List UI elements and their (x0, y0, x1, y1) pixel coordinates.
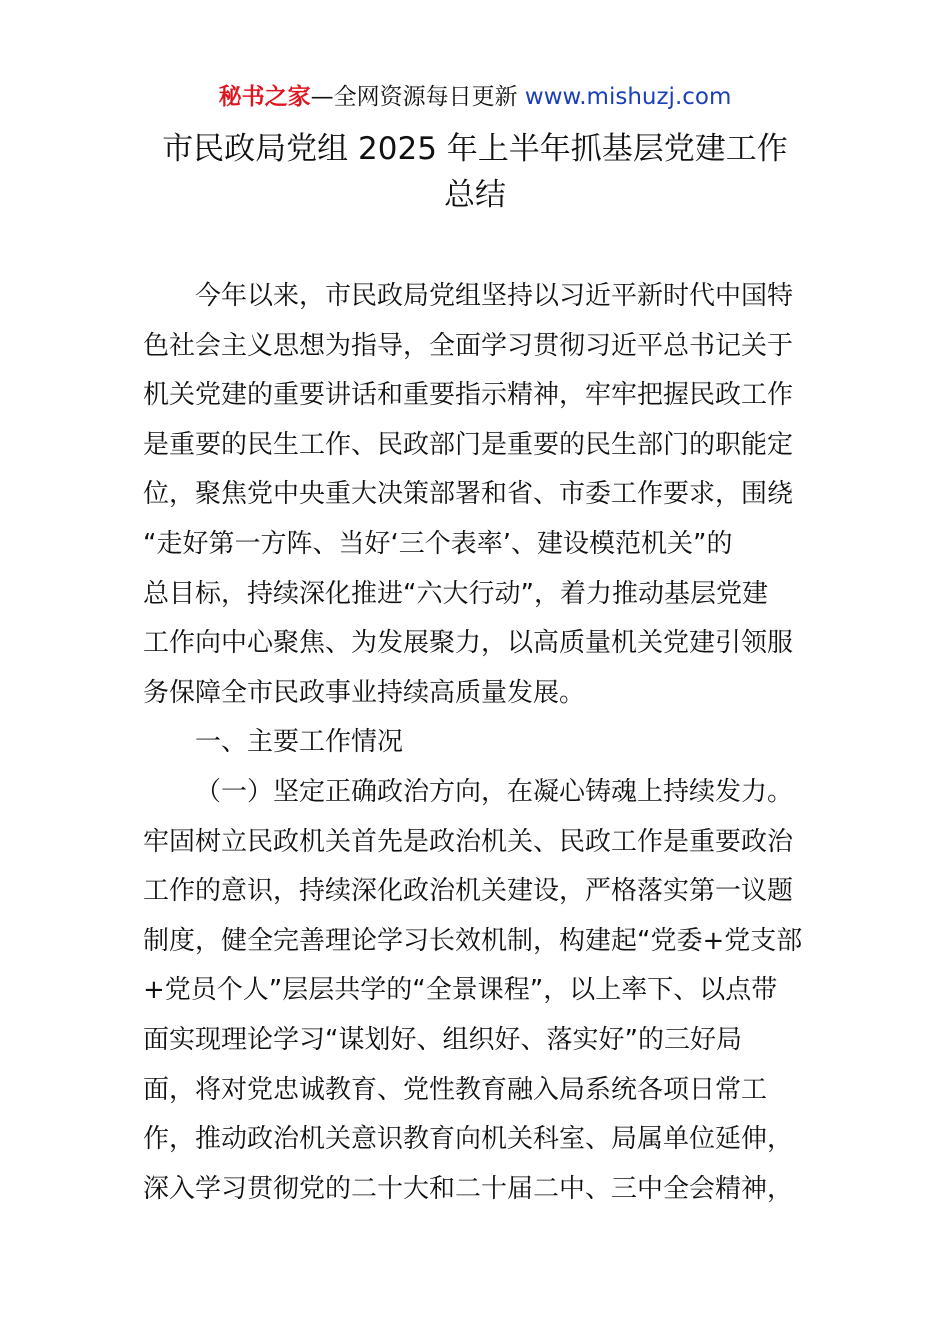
document-title (100, 126, 850, 218)
paragraph-intro-line: 位，聚焦党中央重大决策部署和省、市委工作要求，围绕 (143, 479, 794, 510)
paragraph-line: 制度，健全完善理论学习长效机制，构建起“党委+党支部 (143, 925, 803, 956)
paragraph-line: 面，将对党忠诚教育、党性教育融入局系统各项日常工 (143, 1074, 768, 1105)
site-brand: 秘书之家 (218, 84, 311, 110)
paragraph-intro-line: 机关党建的重要讲话和重要指示精神，牢牢把握民政工作 (143, 380, 794, 411)
site-header (0, 80, 950, 114)
paragraph-intro-line: “走好第一方阵、当好‘三个表率’、建设模范机关”的 (143, 528, 733, 559)
paragraph-line: 面实现理论学习“谋划好、组织好、落实好”的三好局 (143, 1024, 742, 1055)
title-line-2: 总结 (444, 177, 506, 213)
subsection-heading: （一）坚定正确政治方向，在凝心铸魂上持续发力。 (195, 776, 794, 807)
paragraph-intro-line: 总目标，持续深化推进“六大行动”，着力推动基层党建 (143, 578, 768, 609)
paragraph-intro-line: 务保障全市民政事业持续高质量发展。 (143, 677, 586, 708)
paragraph-intro-line: 工作向中心聚焦、为发展聚力，以高质量机关党建引领服 (143, 628, 794, 659)
paragraph-line: 深入学习贯彻党的二十大和二十届二中、三中全会精神， (143, 1173, 794, 1204)
paragraph-line: 工作的意识，持续深化政治机关建设，严格落实第一议题 (143, 876, 794, 907)
document-body (143, 272, 808, 1214)
paragraph-intro-line: 是重要的民生工作、民政部门是重要的民生部门的职能定 (143, 429, 794, 460)
paragraph-line: +党员个人”层层共学的“全景课程”，以上率下、以点带 (143, 975, 778, 1006)
site-url-link[interactable]: www.mishuzj.com (524, 84, 732, 110)
section-heading: 一、主要工作情况 (195, 727, 404, 758)
paragraph-line: 作，推动政治机关意识教育向机关科室、局属单位延伸， (143, 1124, 794, 1155)
paragraph-intro-line: 今年以来，市民政局党组坚持以习近平新时代中国特 (195, 281, 794, 311)
title-line-1: 市民政局党组 2025 年上半年抓基层党建工作 (162, 131, 788, 167)
paragraph-intro-line: 色社会主义思想为指导，全面学习贯彻习近平总书记关于 (143, 330, 794, 361)
paragraph-line: 牢固树立民政机关首先是政治机关、民政工作是重要政治 (143, 826, 794, 857)
site-tagline: —全网资源每日更新 (310, 84, 525, 110)
